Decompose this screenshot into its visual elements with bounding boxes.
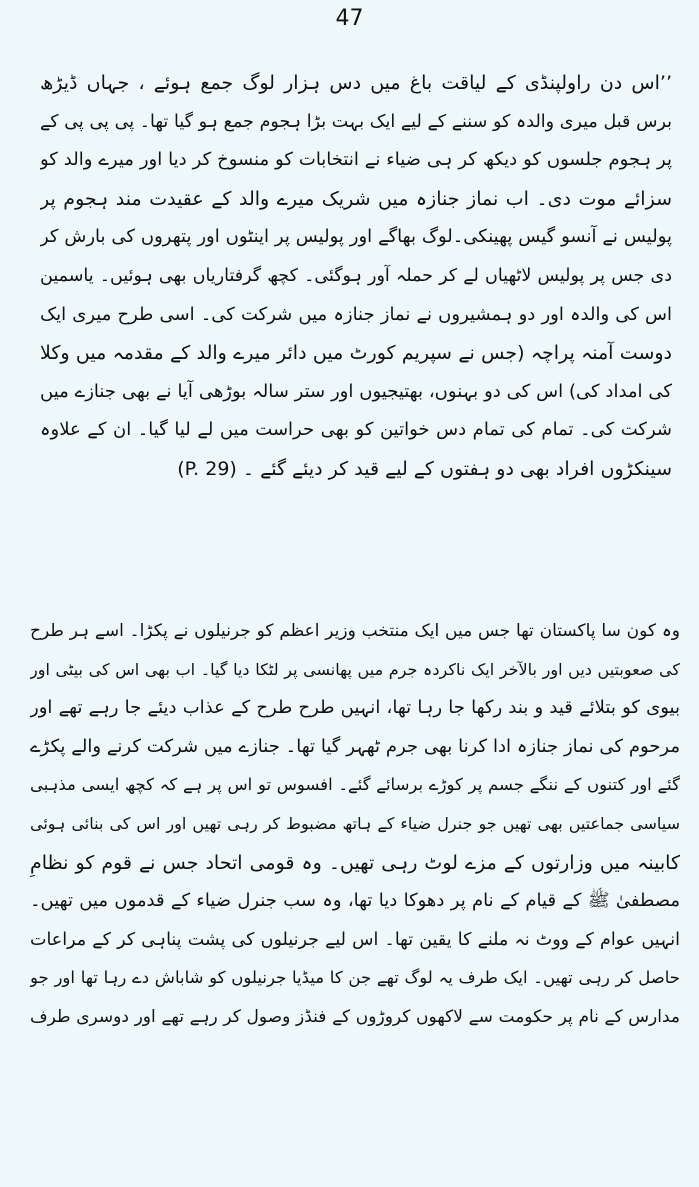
body-line: مصطفیٰ ﷺ کے قیام کے نام پر دھوکا دیا تھا، وہ سب جنرل ضیاء کے قدموں میں تھیں۔ [30,890,680,912]
body-line: مدارس کے نام پر حکومت سے لاکھوں کروڑوں کے فنڈز وصول کر رہے تھے اور دوسری طرف [30,1006,680,1027]
body-line: انہیں عوام کے ووٹ نہ ملنے کا یقین تھا۔ اس لیے جرنیلوں کی پشت پناہی کر کے مراعات [30,929,680,950]
body-line: گئے اور کتنوں کے ننگے جسم پر کوڑے برسائے گئے۔ افسوس تو اس پر ہے کہ کچھ ایسی مذہبی [30,775,680,795]
body-line: بیوی کو بتلائے قید و بند رکھا جا رہا تھا، انہیں طرح طرح کے عذاب دیئے جا رہے تھے اور [30,697,680,719]
quote-line: کی امداد کی) اس کی دو بہنوں، بھتیجیوں اور ستر سالہ بوڑھی آیا نے بھی جنازے میں [40,380,672,402]
quote-last-line [40,450,672,489]
page-number: 47 [335,6,364,31]
quote-line: دی جس پر پولیس لاٹھیاں لے کر حملہ آور ہوگئی۔ کچھ گرفتاریاں بھی ہوئیں۔ یاسمین [40,265,672,286]
quote-line: پولیس نے آنسو گیس پھینکی۔لوگ بھاگے اور پولیس پر اینٹوں اور پتھروں کی بارش کر [40,226,672,248]
citation: (P. 29) [177,457,237,480]
quote-line: سینکڑوں افراد بھی دو ہفتوں کے لیے قید کر دیئے گئے ۔ [242,457,672,480]
quote-line: اس کی والدہ اور دو ہمشیروں نے نماز جنازہ میں شرکت کی۔ اسی طرح میری ایک [40,303,672,325]
body-line: مرحوم کی نماز جنازہ ادا کرنا بھی جرم ٹھہر گیا تھا۔ جنازے میں شرکت کرنے والے پکڑے [30,735,680,757]
quote-line: دوست آمنہ پراچہ (جس نے سپریم کورٹ میں دائر میرے والد کے مقدمہ میں وکلا [40,342,672,365]
quoted-passage [40,64,672,489]
body-line: سیاسی جماعتیں بھی تھیں جو جنرل ضیاء کے ہاتھ مضبوط کر رہی تھیں اور اس کی بنائی ہوئی [30,813,680,833]
body-line: کابینہ میں وزارتوں کے مزے لوٹ رہی تھیں۔ وہ قومی اتحاد جس نے قوم کو نظامِ [30,851,680,874]
body-paragraph [30,612,680,1037]
body-line: کی صعوبتیں دیں اور بالآخر ایک ناکردہ جرم میں پھانسی پر لٹکا دیا گیا۔ اب بھی اس کی بیٹی اور [30,659,680,679]
quote-line: سزائے موت دی۔ اب نماز جنازہ میں شریک میرے والد کے عقیدت مند ہجوم پر [40,187,672,210]
body-line: حاصل کر رہی تھیں۔ ایک طرف یہ لوگ تھے جن کا میڈیا جرنیلوں کو شاباش دے رہا تھا اور جو [30,968,680,988]
quote-line: ’’اس دن راولپنڈی کے لیاقت باغ میں دس ہزار لوگ جمع ہوئے ، جہاں ڈیڑھ [40,72,672,94]
quote-line: شرکت کی۔ تمام کی تمام دس خواتین کو بھی حراست میں لے لیا گیا۔ ان کے علاوہ [40,419,672,441]
body-line: وہ کون سا پاکستان تھا جس میں ایک منتخب وزیر اعظم کو جرنیلوں نے پکڑا۔ اسے ہر طرح [30,621,680,641]
quote-line: برس قبل میری والدہ کو سننے کے لیے ایک بہت بڑا ہجوم جمع ہو گیا تھا۔ پی پی پی کے [40,111,672,132]
quote-line: پر ہجوم جلسوں کو دیکھ کر ہی ضیاء نے انتخابات کو منسوخ کر دیا اور میرے والد کو [40,149,672,171]
